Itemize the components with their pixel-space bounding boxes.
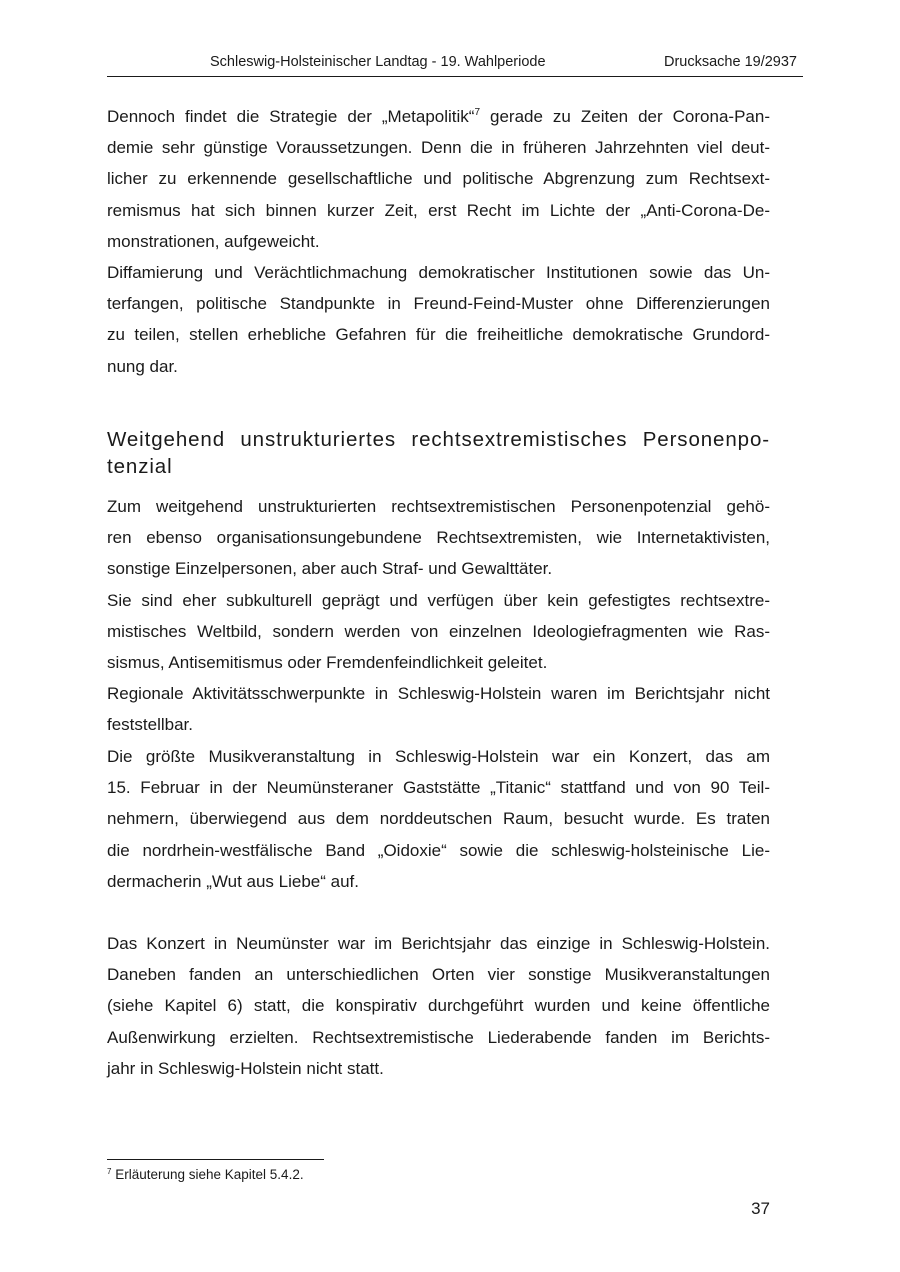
text-line: Die größte Musikveranstaltung in Schleswig-Holstein war ein Konzert, das am (107, 747, 770, 766)
footnote-number: 7 (107, 1167, 112, 1176)
header-rule (107, 76, 803, 77)
paragraph-diffamierung (107, 257, 770, 382)
heading-line: tenzial (107, 455, 173, 478)
text-line: Daneben fanden an unterschiedlichen Orten vier sonstige Musikveranstaltungen (107, 965, 770, 985)
text-line: licher zu erkennende gesellschaftliche und politische Abgrenzung zum Rechtsext- (107, 169, 770, 189)
text-line: ren ebenso organisationsungebundene Rechtsextremisten, wie Internetaktivisten, (107, 528, 770, 548)
text-line: zu teilen, stellen erhebliche Gefahren für die freiheitliche demokratische Grundord- (107, 325, 770, 345)
text-line: 15. Februar in der Neumünsteraner Gaststätte „Titanic“ stattfand und von 90 Teil- (107, 778, 770, 798)
header-title: Schleswig-Holsteinischer Landtag - 19. Wahlperiode (210, 54, 546, 70)
text-line: Zum weitgehend unstrukturierten rechtsextremistischen Personenpotenzial gehö- (107, 497, 770, 516)
page-number: 37 (751, 1199, 770, 1218)
paragraph-musikveranstaltung (107, 741, 770, 897)
text-line: Dennoch findet die Strategie der „Metapolitik“$^7$ gerade zu Zeiten der Corona-Pan- (107, 107, 770, 126)
page-header (107, 52, 803, 74)
text-line: mistisches Weltbild, sondern werden von einzelnen Ideologiefragmenten wie Ras- (107, 622, 770, 642)
footnote-rule (107, 1159, 324, 1160)
text-line: feststellbar. (107, 715, 193, 735)
text-line: Das Konzert in Neumünster war im Berichtsjahr das einzige in Schleswig-Holstein. (107, 934, 770, 953)
paragraph-personenpotenzial (107, 491, 770, 585)
text-line: dermacherin „Wut aus Liebe“ auf. (107, 871, 359, 891)
text-line: Diffamierung und Verächtlichmachung demokratischer Institutionen sowie das Un- (107, 263, 770, 282)
text-line: die nordrhein-westfälische Band „Oidoxie“ sowie die schleswig-holsteinische Lie- (107, 840, 770, 860)
footnote-text: Erläuterung siehe Kapitel 5.4.2. (111, 1167, 304, 1182)
footnote (107, 1167, 304, 1182)
text-line: demie sehr günstige Voraussetzungen. Denn die in früheren Jahrzehnten viel deut- (107, 138, 770, 158)
text-line: sismus, Antisemitismus oder Fremdenfeindlichkeit geleitet. (107, 653, 548, 673)
paragraph-metapolitik (107, 101, 770, 257)
paragraph-regionale-aktivitaet (107, 678, 770, 740)
text-line: remismus hat sich binnen kurzer Zeit, erst Recht im Lichte der „Anti-Corona-De- (107, 200, 770, 220)
document-number: Drucksache 19/2937 (664, 54, 797, 70)
text-line: monstrationen, aufgeweicht. (107, 231, 320, 251)
footnote-reference: 7 (474, 107, 481, 118)
text-line: Außenwirkung erzielten. Rechtsextremistische Liederabende fanden im Berichts- (107, 1027, 770, 1047)
paragraph-konzert-neumuenster (107, 928, 770, 1084)
text-line: terfangen, politische Standpunkte in Freund-Feind-Muster ohne Differenzierungen (107, 294, 770, 314)
heading-line: Weitgehend unstrukturiertes rechtsextremistisches Personenpo- (107, 428, 770, 451)
paragraph-subkulturell (107, 585, 770, 679)
section-heading (107, 426, 770, 480)
text-line: nehmern, überwiegend aus dem norddeutschen Raum, besucht wurde. Es traten (107, 809, 770, 829)
text-line: Regionale Aktivitätsschwerpunkte in Schleswig-Holstein waren im Berichtsjahr nicht (107, 684, 770, 703)
text-line: sonstige Einzelpersonen, aber auch Straf- und Gewalttäter. (107, 559, 553, 579)
text-line: (siehe Kapitel 6) statt, die konspirativ durchgeführt wurden und keine öffentliche (107, 996, 770, 1016)
text-line: nung dar. (107, 356, 178, 376)
text-line: Sie sind eher subkulturell geprägt und verfügen über kein gefestigtes rechtsextre- (107, 591, 770, 610)
text-line: jahr in Schleswig-Holstein nicht statt. (107, 1058, 384, 1078)
